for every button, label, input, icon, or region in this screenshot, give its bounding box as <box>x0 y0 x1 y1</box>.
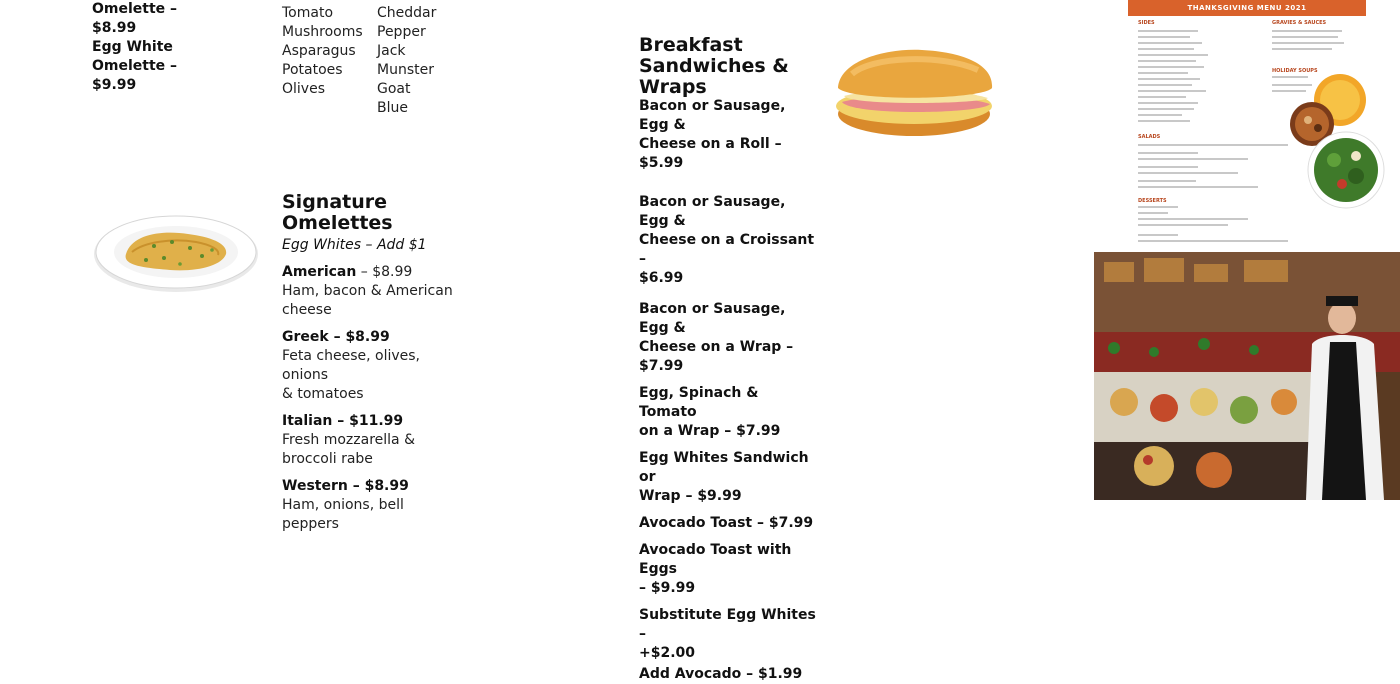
item-line: Substitute Egg Whites – <box>639 607 816 642</box>
item-desc: broccoli rabe <box>282 451 373 467</box>
item-name: Greek – $8.99 <box>282 329 390 345</box>
filling-item: Pepper <box>377 24 426 40</box>
item-desc: & tomatoes <box>282 386 364 402</box>
filling-item: Munster <box>377 62 434 78</box>
item-desc: Ham, onions, bell peppers <box>282 497 404 532</box>
breakfast-item <box>639 665 819 684</box>
filling-item: Olives <box>282 81 325 97</box>
item-line: Cheese on a Wrap – $7.99 <box>639 339 794 374</box>
signature-item-italian <box>282 412 462 469</box>
filling-item: Potatoes <box>282 62 343 78</box>
menu-heading: SIDES <box>1138 20 1155 26</box>
menu-heading: GRAVIES & SAUCES <box>1272 20 1327 26</box>
item-name: American <box>282 264 357 280</box>
menu-decoration-graphic <box>1094 0 1400 252</box>
menu-line: Egg White <box>92 39 173 55</box>
signature-item-greek <box>282 328 462 404</box>
breakfast-items <box>639 97 819 684</box>
item-price: – $8.99 <box>356 264 413 280</box>
menu-heading: HOLIDAY SOUPS <box>1272 68 1318 74</box>
item-line: +$2.00 <box>639 645 696 661</box>
item-desc: Ham, bacon & American <box>282 283 453 299</box>
item-desc: Fresh mozzarella & <box>282 432 415 448</box>
item-line: Bacon or Sausage, Egg & <box>639 301 786 336</box>
breakfast-item <box>639 384 819 441</box>
fillings-column-1 <box>282 4 363 99</box>
item-line: – $9.99 <box>639 580 696 596</box>
breakfast-item <box>639 300 819 376</box>
item-line: Avocado Toast – $7.99 <box>639 515 814 531</box>
item-line: Add Avocado – $1.99 <box>639 666 803 682</box>
title-line: Signature <box>282 191 388 213</box>
filling-item: Cheddar <box>377 5 437 21</box>
item-line: Bacon or Sausage, Egg & <box>639 98 786 133</box>
menu-line: Omelette – <box>92 1 178 17</box>
menu-line: $9.99 <box>92 77 137 93</box>
egg-whites-note: Egg Whites – Add $1 <box>282 237 427 253</box>
item-line: Avocado Toast with Eggs <box>639 542 792 577</box>
item-name: Italian – $11.99 <box>282 413 404 429</box>
signature-item-western <box>282 477 462 534</box>
bagel-sandwich-image <box>832 44 998 140</box>
signature-item-american <box>282 263 462 320</box>
item-desc: cheese <box>282 302 332 318</box>
filling-item: Mushrooms <box>282 24 363 40</box>
title-line: Omelettes <box>282 212 393 234</box>
thanksgiving-menu-image <box>1094 0 1400 252</box>
title-line: Breakfast <box>639 34 743 56</box>
menu-line: $8.99 <box>92 20 137 36</box>
filling-item: Blue <box>377 100 408 116</box>
title-line: Wraps <box>639 76 707 98</box>
breakfast-item <box>639 606 819 663</box>
item-line: on a Wrap – $7.99 <box>639 423 781 439</box>
top-omelette-list <box>92 0 177 95</box>
deli-counter-photo <box>1094 252 1400 500</box>
breakfast-item <box>639 193 819 288</box>
breakfast-item <box>639 514 819 533</box>
title-line: Sandwiches & <box>639 55 789 77</box>
item-name: Western – $8.99 <box>282 478 409 494</box>
item-line: Bacon or Sausage, Egg & <box>639 194 786 229</box>
item-line: $6.99 <box>639 270 684 286</box>
menu-banner: THANKSGIVING MENU 2021 <box>1128 0 1366 16</box>
item-desc: Feta cheese, olives, onions <box>282 348 421 383</box>
signature-omelettes-title <box>282 192 393 234</box>
filling-item: Tomato <box>282 5 334 21</box>
filling-item: Asparagus <box>282 43 356 59</box>
breakfast-item <box>639 97 819 173</box>
fillings-column-2 <box>377 4 436 118</box>
item-line: Cheese on a Croissant – <box>639 232 815 267</box>
breakfast-item <box>639 449 819 506</box>
menu-heading: SALADS <box>1138 134 1161 140</box>
omelette-plate-image <box>92 208 260 296</box>
menu-heading: DESSERTS <box>1138 198 1167 204</box>
item-line: Egg, Spinach & Tomato <box>639 385 759 420</box>
signature-items <box>282 263 462 534</box>
filling-item: Jack <box>377 43 406 59</box>
item-line: Wrap – $9.99 <box>639 488 742 504</box>
item-line: Cheese on a Roll – $5.99 <box>639 136 782 171</box>
menu-line: Omelette – <box>92 58 178 74</box>
filling-item: Goat <box>377 81 411 97</box>
breakfast-item <box>639 541 819 598</box>
item-line: Egg Whites Sandwich or <box>639 450 809 485</box>
breakfast-sandwiches-title <box>639 35 789 98</box>
